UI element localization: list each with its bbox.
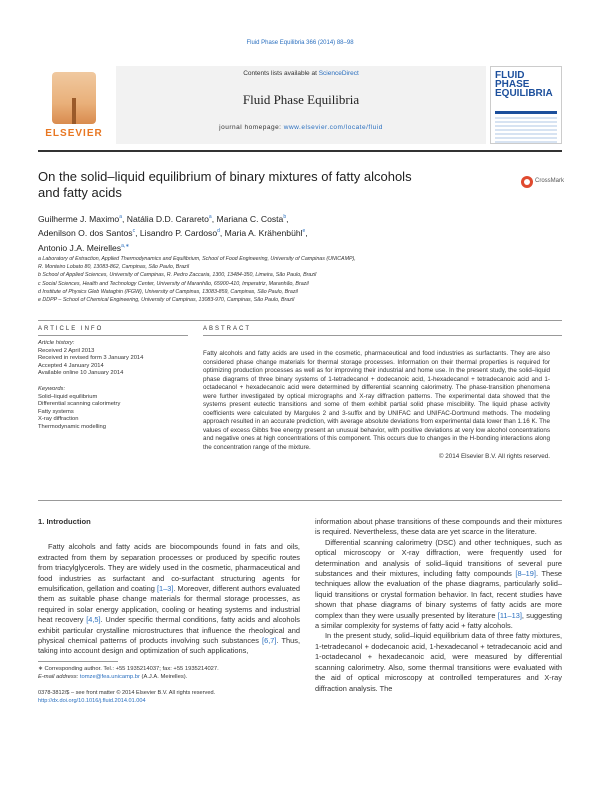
history-item: Available online 10 January 2014 (38, 370, 124, 377)
author-line-1: Guilherme J. Maximo$^a$, Natália D.D. Carareto$^a$, Mariana C. Costa$^b$, (38, 213, 289, 224)
contents-line (116, 70, 486, 77)
journal-header (38, 66, 562, 144)
email-note: E-mail address: tomze@fea.unicamp.br (A.J.A. Meirelles). (38, 674, 188, 681)
author-name[interactable]: Natália D.D. Carareto (126, 213, 209, 224)
cover-title: FLUID PHASE EQUILIBRIA (495, 70, 553, 99)
author-affil-mark[interactable]: c (132, 228, 136, 235)
author-affil-mark[interactable]: a (208, 214, 212, 220)
author-line-2: Adenilson O. dos Santos$^c$, Lisandro P. Cardoso$^d$, Maria A. Krähenbühl$^e$, (38, 228, 308, 239)
body-column-left (38, 517, 300, 657)
contents-prefix: Contents lists available at (243, 70, 319, 77)
affiliation: b School of Applied Sciences, University of Campinas, R. Pedro Zaccaria, 1300, 13484-350, Limeira, São Paulo, Brazil (38, 272, 317, 279)
elsevier-logo (38, 68, 110, 144)
crossmark-icon (521, 176, 533, 188)
footnote-rule (38, 661, 118, 662)
journal-citation: Fluid Phase Equilibria 366 (2014) 88–98 (246, 40, 354, 46)
info-divider (38, 320, 562, 321)
article-title (38, 169, 498, 201)
author-line-3 (38, 240, 562, 254)
keyword: Fatty systems (38, 408, 74, 415)
doi-link[interactable]: http://dx.doi.org/10.1016/j.fluid.2014.01.004 (38, 698, 146, 705)
intro-paragraph-2: Differential scanning calorimetry (DSC) and other techniques, such as optical microscopy or X-ray diffraction, were frequently used for determination and analysis of solid–liquid transitions of several pure substances and their mixtures, including fatty compounds [8–19]. These techniques allow the evaluation of the phase diagrams, particularly solid–liquid transitions or crystal formation behavior. In fact, recent studies have shown that phase diagrams of binary systems of fatty acids are more complex than they were usually presented by literature [11–13], suggesting a similar complexity for systems of fatty acid + fatty alcohols. (315, 537, 562, 631)
affiliation: d Institute of Physics Gleb Wataghin (IFGW), University of Campinas, 13083-859, Campinas, São Paulo, Brazil (38, 288, 298, 295)
elsevier-tree-icon (52, 72, 96, 124)
keyword: X-ray diffraction (38, 416, 79, 423)
intro-paragraph-continued: information about phase transitions of these compounds and their mixtures is required. Nevertheless, these data are yet scarce in the literature. (315, 517, 562, 537)
author-name[interactable]: Antonio J.A. Meirelles (38, 242, 122, 253)
header-divider (38, 150, 562, 152)
title-line-1: On the solid–liquid equilibrium of binary mixtures of fatty alcohols (38, 169, 412, 184)
article-info-rule (38, 335, 188, 336)
sciencedirect-link[interactable]: ScienceDirect (318, 70, 359, 77)
author-name[interactable]: Maria A. Krähenbühl (224, 228, 303, 239)
affiliations (38, 255, 562, 304)
journal-name: Fluid Phase Equilibria (242, 92, 360, 107)
author-affil-mark[interactable]: e (302, 228, 306, 235)
reference-link[interactable]: [8–19] (515, 569, 536, 579)
journal-homepage (116, 124, 486, 131)
author-name[interactable]: Guilherme J. Maximo (38, 213, 120, 224)
abstract-rule (203, 335, 562, 336)
footnotes (38, 665, 300, 682)
reference-link[interactable]: [11–13] (497, 610, 522, 620)
journal-info-box (116, 66, 486, 144)
publication-footer (38, 689, 338, 706)
affiliation: c Social Sciences, Health and Technology Center, University of Maranhão, 65900-410, Imperatriz, Maranhão, Brazil (38, 280, 309, 287)
history-item: Received in revised form 3 January 2014 (38, 355, 144, 362)
history-item: Accepted 4 January 2014 (38, 362, 104, 369)
author-affil-mark[interactable]: a (119, 214, 122, 220)
reference-link[interactable]: [1–3] (156, 584, 174, 594)
keyword: Differential scanning calorimetry (38, 401, 121, 408)
body-divider (38, 500, 562, 501)
author-name[interactable]: Mariana C. Costa (216, 213, 284, 224)
reference-link[interactable]: [4,5] (86, 615, 101, 625)
issn-line: 0378-3812/$ – see front matter © 2014 Elsevier B.V. All rights reserved. (38, 690, 216, 696)
crossmark-label: CrossMark (535, 178, 565, 184)
cover-pattern (495, 117, 557, 143)
crossmark-badge[interactable] (521, 175, 563, 189)
author-name[interactable]: Adenilson O. dos Santos (38, 228, 133, 239)
title-line-2: and fatty acids (38, 185, 122, 200)
affiliation: e DDPP – School of Chemical Engineering, University of Campinas, 13083-970, Campinas, São Paulo, Brazil (38, 297, 295, 304)
keyword: Solid–liquid equilibrium (38, 393, 98, 400)
corresponding-author-note: ∗ Corresponding author. Tel.: +55 1935214037; fax: +55 1935214027. (38, 666, 219, 672)
cover-stripe (495, 111, 557, 114)
homepage-prefix: journal homepage: (219, 124, 284, 131)
article-info (38, 340, 188, 432)
intro-paragraph-3: In the present study, solid–liquid equilibrium data of three fatty mixtures, 1-tetradecanol + dodecanoic acid, 1-hexadecanol + tetradecanoic acid and 1-octadecanol + hexadecanoic acid, were measured by differential scanning calorimetry. Also, some thermal transitions were evaluated with the aid of optical microscopy at controlled temperatures and X-ray diffraction analysis. The (315, 631, 562, 693)
keyword: Thermodynamic modelling (38, 423, 106, 430)
author-name[interactable]: Lisandro P. Cardoso (139, 228, 218, 239)
journal-cover (490, 66, 562, 144)
history-item: Received 2 April 2013 (38, 347, 95, 354)
abstract-text: Fatty alcohols and fatty acids are used in the cosmetic, pharmaceutical and food industries as surfactants. They are also considered phase change materials for thermal storage processes. Information on their thermal properties is required for optimizing production processes as well as for improving their industrial and home use. In the present study, the solid–liquid phase diagrams of three binary systems of 1-tetradecanol + dodecanoic acid, 1-hexadecanol + tetradecanoic acid and 1-octadecanol + hexadecanoic acid were determined by differential scanning calorimetry. The phase-transition phenomena were further investigated by optical micrographs and X-ray diffraction patterns. The experimental data showed that the systems present eutectic transitions and some of them exhibit partial solid phase miscibility. The liquid phase activity coefficients were calculated by Margules 2 and 3-suffix and by UNIFAC and UNIFAC-Dortmund methods. The modeling approach resulted in an accurate prediction, with average absolute deviations from experimental data lower than 1.16 K. The values of excess Gibbs free energy present an unusual behavior, with positive deviations at very low alcohol concentrations and negative ones at high concentrations of this component. This occurs due to changes in the H-bonding interactions along the concentration range of the mixture. (203, 350, 550, 451)
reference-link[interactable]: [6,7] (262, 636, 277, 646)
history-label: Article history: (38, 340, 75, 346)
author-affil-mark[interactable]: b (283, 214, 287, 220)
author-list (38, 211, 562, 254)
abstract-body (203, 350, 550, 462)
affiliation: R. Monteiro Lobato 80, 13083-862, Campinas, São Paulo, Brazil (38, 264, 190, 271)
homepage-link[interactable]: www.elsevier.com/locate/fluid (283, 124, 383, 131)
elsevier-wordmark: ELSEVIER (45, 128, 103, 139)
abstract-heading: ABSTRACT (203, 326, 252, 332)
section-heading-introduction: 1. Introduction (38, 517, 91, 526)
affiliation: a Laboratory of Extraction, Applied Thermodynamics and Equilibrium, School of Food Engineering, University of Campinas (UNICAMP), (38, 256, 356, 262)
author-affil-mark[interactable]: d (217, 228, 220, 235)
abstract-copyright: © 2014 Elsevier B.V. All rights reserved. (438, 453, 550, 460)
email-link[interactable]: tomze@fea.unicamp.br (79, 674, 140, 681)
body-column-right (315, 517, 562, 694)
intro-paragraph-1: Fatty alcohols and fatty acids are biocompounds found in fats and oils, extracted from them by separation processes or produced by specific routes from triacylglycerols. They are widely used in the cosmetic, pharmaceutical and food industries as surfactant and co-surfactant structuring agents for emulsification, gellation and coating [1–3]. Moreover, different authors evaluated them as suitable phase change materials for thermal storage processes, as required in solar energy application, cooling or heating systems and industrial heat recovery [4,5]. Under specific thermal conditions, fatty acids and alcohols exhibit particular crystalline microstructures that influence the rheological and physical chemical patterns of products involving such substances [6,7]. Thus, taking into account design and optimization of such applications, (38, 542, 300, 656)
keywords-label: Keywords: (38, 385, 66, 392)
article-info-heading: ARTICLE INFO (38, 326, 104, 332)
author-affil-mark[interactable]: a,∗ (121, 242, 130, 249)
